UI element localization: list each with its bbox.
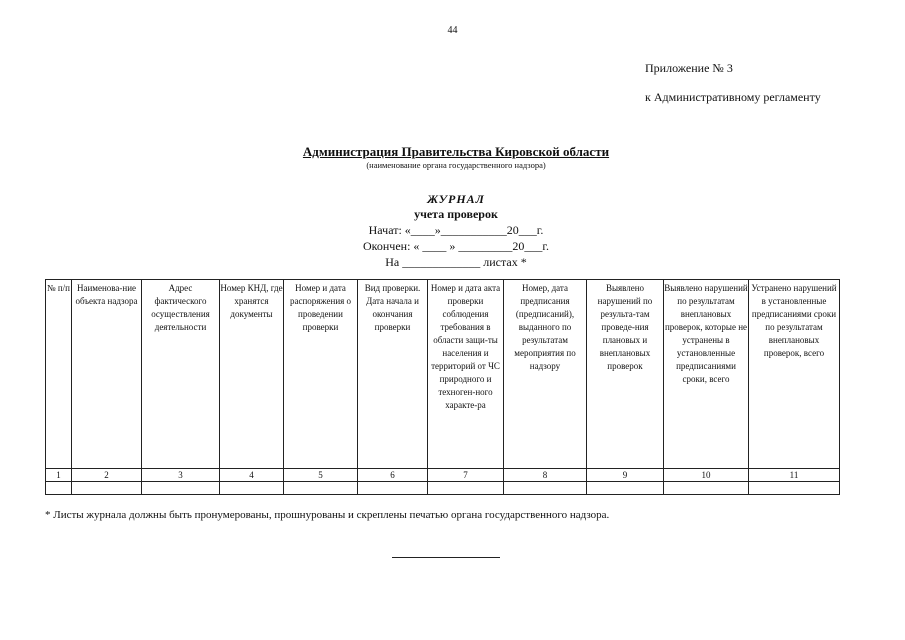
- ended-line: Окончен: « ____ » _________20___г.: [363, 239, 549, 253]
- table-cell: [72, 482, 142, 495]
- column-number: 3: [142, 469, 220, 482]
- journal-table: [45, 279, 840, 495]
- column-header: Номер КНД, где хранятся документы: [220, 280, 284, 469]
- appendix-subtitle: к Административному регламенту: [645, 90, 821, 104]
- bottom-rule: [392, 557, 500, 558]
- table-cell: [46, 482, 72, 495]
- table-cell: [587, 482, 664, 495]
- journal-title: ЖУРНАЛ: [427, 192, 485, 206]
- table-cell: [504, 482, 587, 495]
- table-cell: [284, 482, 358, 495]
- authority-caption: (наименование органа государственного надзора): [366, 160, 546, 170]
- journal-subtitle: учета проверок: [414, 207, 498, 221]
- authority-name: Администрация Правительства Кировской области: [302, 144, 610, 159]
- column-header: Наименова-ние объекта надзора: [72, 280, 142, 469]
- sheets-line: На _____________ листах *: [385, 255, 527, 269]
- column-number: 2: [72, 469, 142, 482]
- column-header: Выявлено нарушений по результатам внеплановых проверок, которые не устранены в установленные предписаниями сроки, всего: [664, 280, 749, 469]
- column-header: Вид проверки. Дата начала и окончания проверки: [358, 280, 428, 469]
- column-number: 7: [428, 469, 504, 482]
- column-number: 8: [504, 469, 587, 482]
- column-number: 6: [358, 469, 428, 482]
- table-cell: [428, 482, 504, 495]
- table-cell: [220, 482, 284, 495]
- column-header: Номер, дата предписания (предписаний), выданного по результатам мероприятия по надзору: [504, 280, 587, 469]
- page-number: 44: [447, 25, 458, 36]
- table-cell: [749, 482, 840, 495]
- table-row: [46, 482, 840, 495]
- column-header: Выявлено нарушений по результа-там проведе-ния плановых и внеплановых проверок: [587, 280, 664, 469]
- column-number: 10: [664, 469, 749, 482]
- column-header: Устранено нарушений в установленные предписаниями сроки по результатам внеплановых проверок, всего: [749, 280, 840, 469]
- table-header-row: [46, 280, 840, 469]
- footnote: * Листы журнала должны быть пронумерованы, прошнурованы и скреплены печатью органа государственного надзора.: [45, 509, 610, 521]
- table-cell: [142, 482, 220, 495]
- column-header: Номер и дата распоряжения о проведении проверки: [284, 280, 358, 469]
- column-header: Номер и дата акта проверки соблюдения требования в области защи-ты населения и территорий от ЧС природного и техноген-ного характе-ра: [428, 280, 504, 469]
- column-header: № п/п: [46, 280, 72, 469]
- column-number: 1: [46, 469, 72, 482]
- table-cell: [358, 482, 428, 495]
- column-header: Адрес фактического осуществления деятельности: [142, 280, 220, 469]
- appendix-title: Приложение № 3: [645, 61, 733, 75]
- column-number: 11: [749, 469, 840, 482]
- table-cell: [664, 482, 749, 495]
- column-number: 4: [220, 469, 284, 482]
- column-number: 9: [587, 469, 664, 482]
- column-number: 5: [284, 469, 358, 482]
- started-line: Начат: «____»___________20___г.: [368, 223, 544, 237]
- column-number-row: [46, 469, 840, 482]
